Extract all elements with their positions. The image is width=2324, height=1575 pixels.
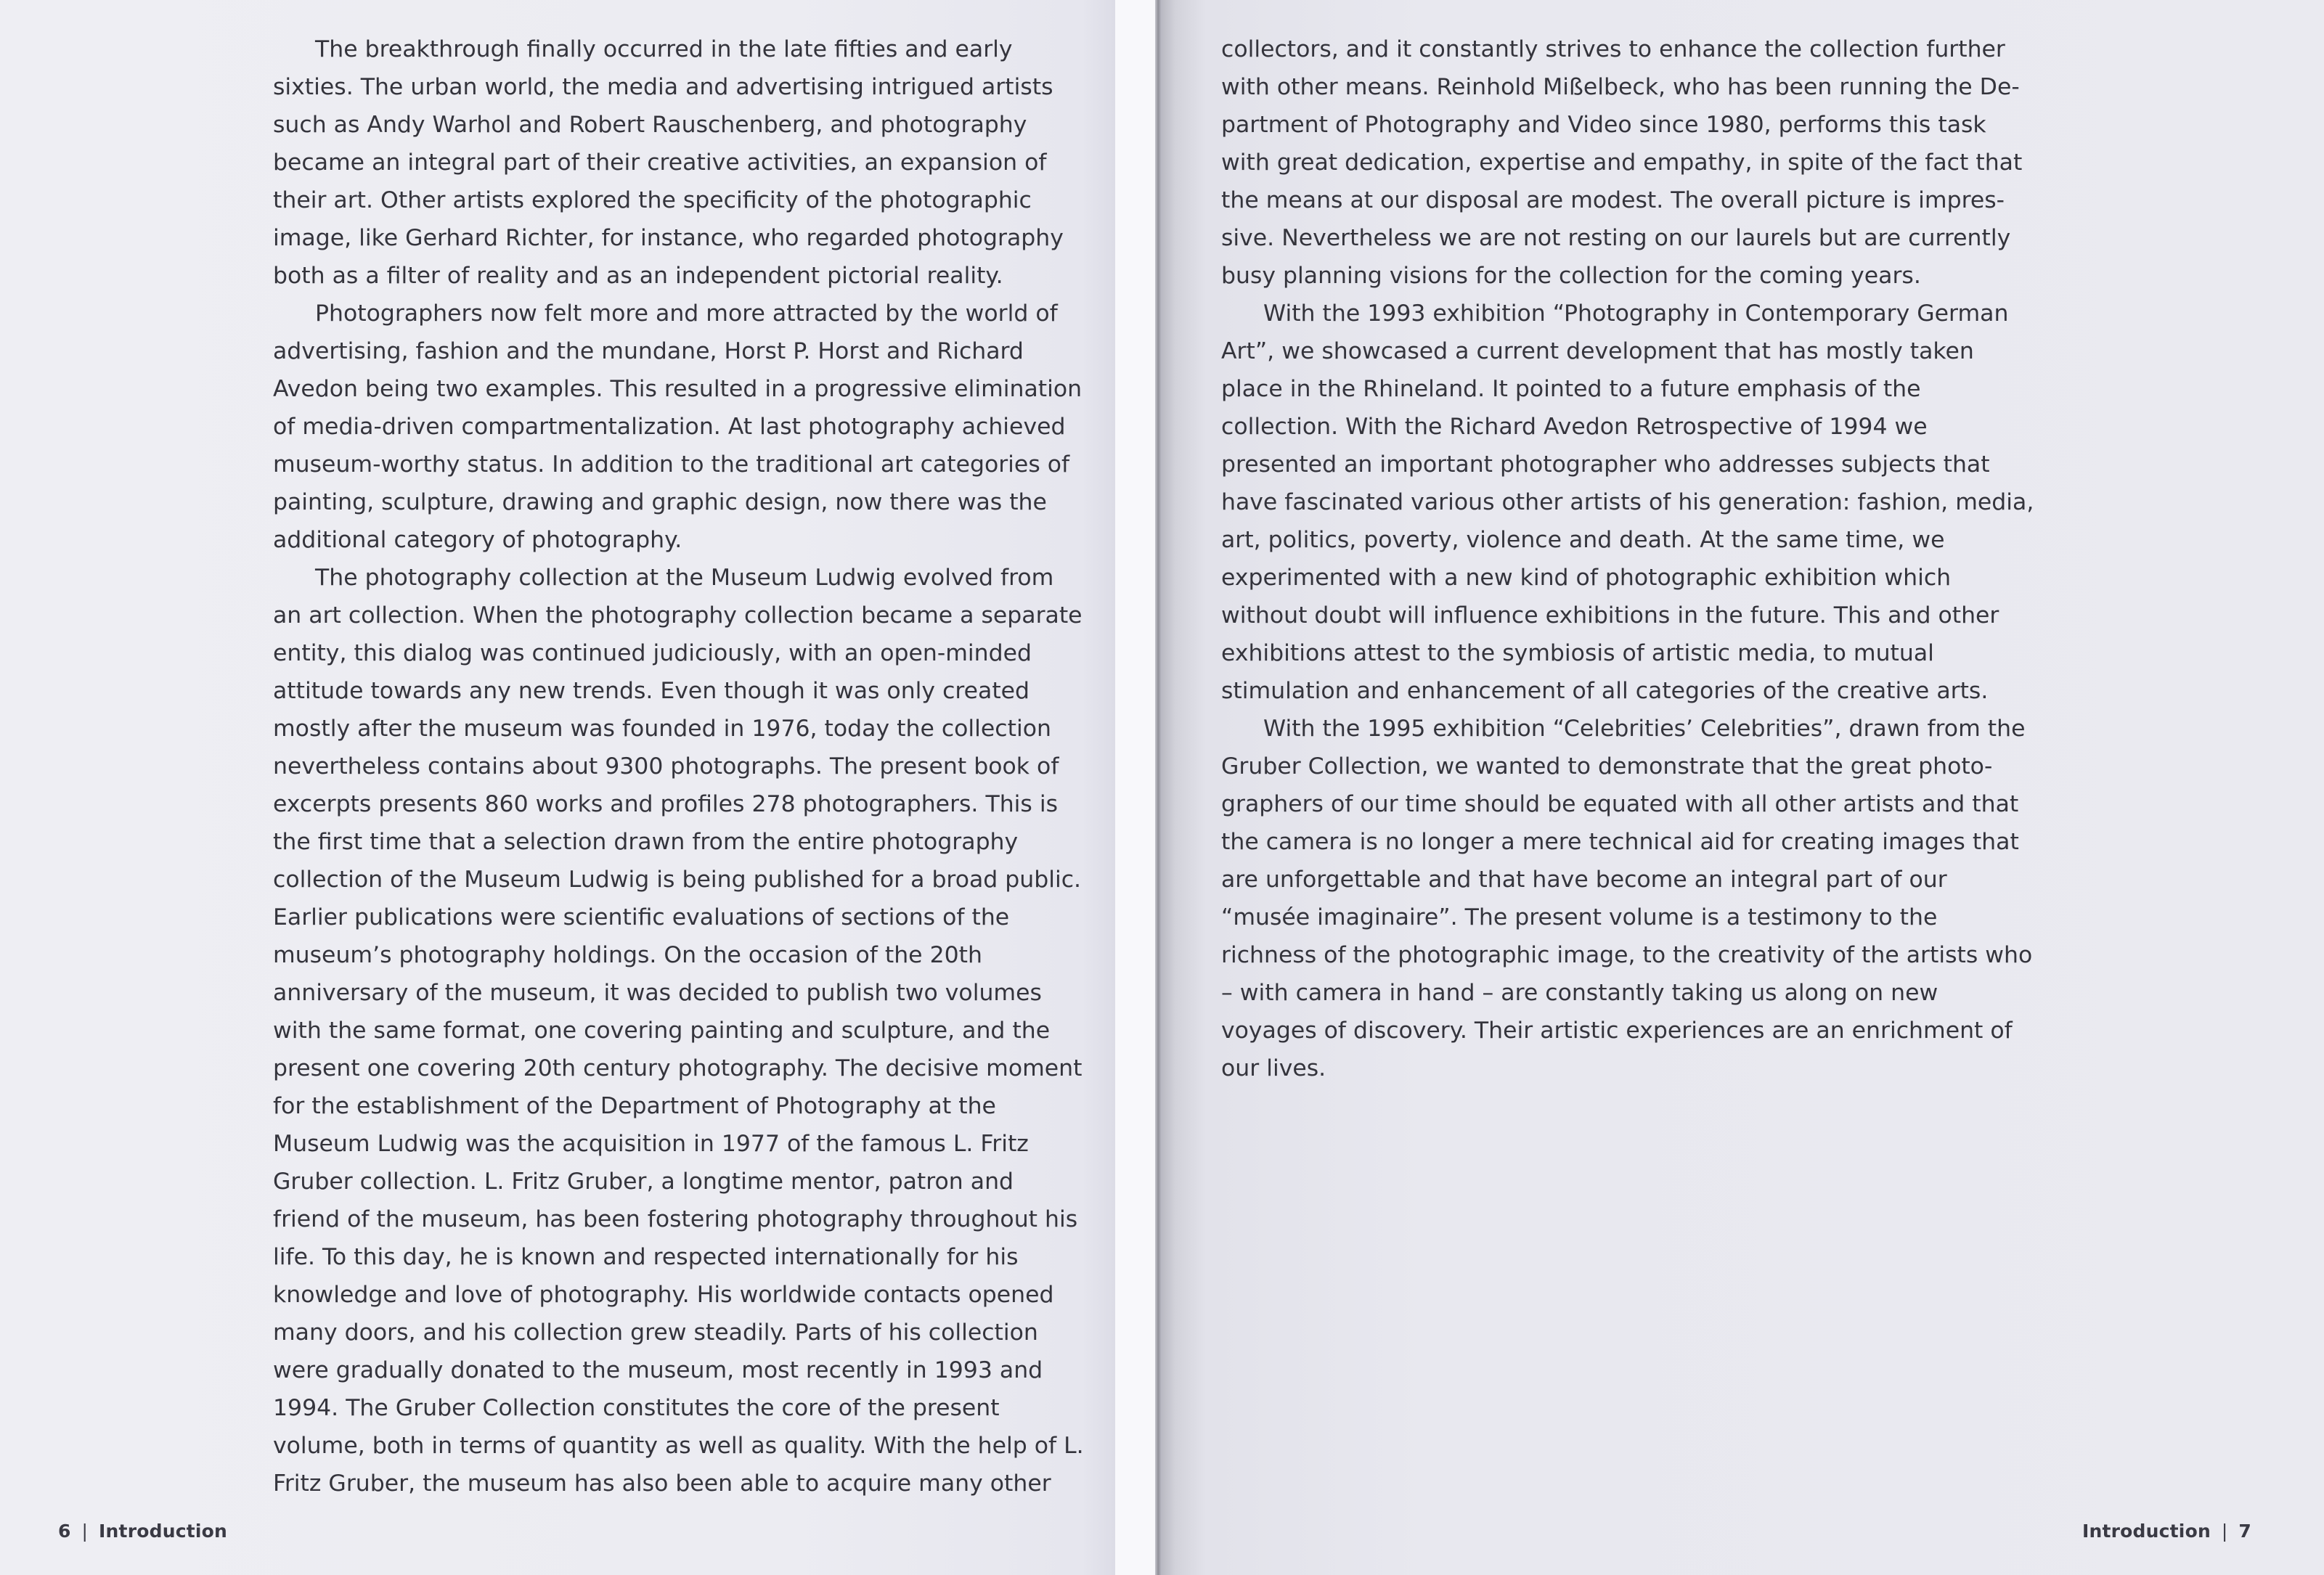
paragraph-continued: collectors, and it constantly strives to enhance the collection further with other means. Reinhold Mißelbeck, who has been running the Department of Photography and Video since 1980, performs this task with great dedication, expertise and empathy, in spite of the fact that the means at our disposal are modest. The overall picture is impressive. Nevertheless we are not resting on our laurels but are currently busy planning visions for the collection for the coming years.: [1221, 36, 2023, 289]
book-gutter-shadow: [1155, 0, 1206, 1575]
page-gap: [1115, 0, 1155, 1575]
left-text-column: [273, 30, 1086, 1502]
right-page-folio: [2082, 1521, 2251, 1542]
folio-separator: |: [2221, 1521, 2228, 1542]
left-page-folio: [58, 1521, 227, 1542]
paragraph: The photography collection at the Museum Ludwig evolved from an art collection. When the photography collection became a separate entity, this dialog was continued judiciously, with an open-minded attitude towards any new trends. Even though it was only created mostly after the museum was founded in 1976, today the collection nevertheless contains about 9300 photographs. The present book of excerpts presents 860 works and profiles 278 photographers. This is the first time that a selection drawn from the entire photography collection of the Museum Ludwig is being published for a broad public. Earlier publications were scientific evaluations of sections of the museum’s photography holdings. On the occasion of the 20th anniversary of the museum, it was decided to publish two volumes with the same format, one covering painting and sculpture, and the present one covering 20th century photography. The decisive moment for the establishment of the Department of Photography at the Museum Ludwig was the acquisition in 1977 of the famous L. Fritz Gruber collection. L. Fritz Gruber, a longtime mentor, patron and friend of the museum, has been fostering photography throughout his life. To this day, he is known and respected internationally for his knowledge and love of photography. His worldwide contacts opened many doors, and his collection grew steadily. Parts of his collection were gradually donated to the museum, most recently in 1993 and 1994. The Gruber Collection constitutes the core of the present volume, both in terms of quantity as well as quality. With the help of L. Fritz Gruber, the museum has also been able to acquire many other: [273, 565, 1084, 1497]
right-running-footer: Introduction: [2082, 1521, 2211, 1542]
paragraph: With the 1993 exhibition “Photography in Contemporary German Art”, we showcased a current development that has mostly taken place in the Rhineland. It pointed to a future emphasis of the collection. With the Richard Avedon Retrospective of 1994 we presented an important photographer who addresses subjects that have fascinated various other artists of his generation: fashion, media, art, politics, poverty, violence and death. At the same time, we experimented with a new kind of photographic exhibition which without doubt will influence exhibitions in the future. This and other exhibitions attest to the symbiosis of artistic media, to mutual stimulation and enhancement of all categories of the creative arts.: [1221, 300, 2034, 704]
left-running-footer: Introduction: [99, 1521, 228, 1542]
paragraph: The breakthrough finally occurred in the late fifties and early sixties. The urban world, the media and advertising intrigued artists such as Andy Warhol and Robert Rauschenberg, and photography became an integral part of their creative activities, an expansion of their art. Other artists explored the specificity of the photographic image, like Gerhard Richter, for instance, who regarded photography both as a filter of reality and as an independent pictorial reality.: [273, 36, 1064, 289]
right-text-column: [1221, 30, 2039, 1087]
left-page-number: 6: [58, 1521, 71, 1542]
paragraph: Photographers now felt more and more attracted by the world of advertising, fashion and the mundane, Horst P. Horst and Richard Avedon being two examples. This resulted in a progressive elimination of media-driven compartmentalization. At last photography achieved museum-worthy status. In addition to the traditional art categories of painting, sculpture, drawing and graphic design, now there was the additional category of photography.: [273, 300, 1083, 553]
paragraph: With the 1995 exhibition “Celebrities’ Celebrities”, drawn from the Gruber Collection, we wanted to demonstrate that the great photographers of our time should be equated with all other artists and that the camera is no longer a mere technical aid for creating images that are unforgettable and that have become an integral part of our “musée imaginaire”. The present volume is a testimony to the richness of the photographic image, to the creativity of the artists who – with camera in hand – are constantly taking us along on new voyages of discovery. Their artistic experiences are an enrichment of our lives.: [1221, 716, 2033, 1081]
folio-separator: |: [81, 1521, 89, 1542]
right-page-number: 7: [2238, 1521, 2251, 1542]
